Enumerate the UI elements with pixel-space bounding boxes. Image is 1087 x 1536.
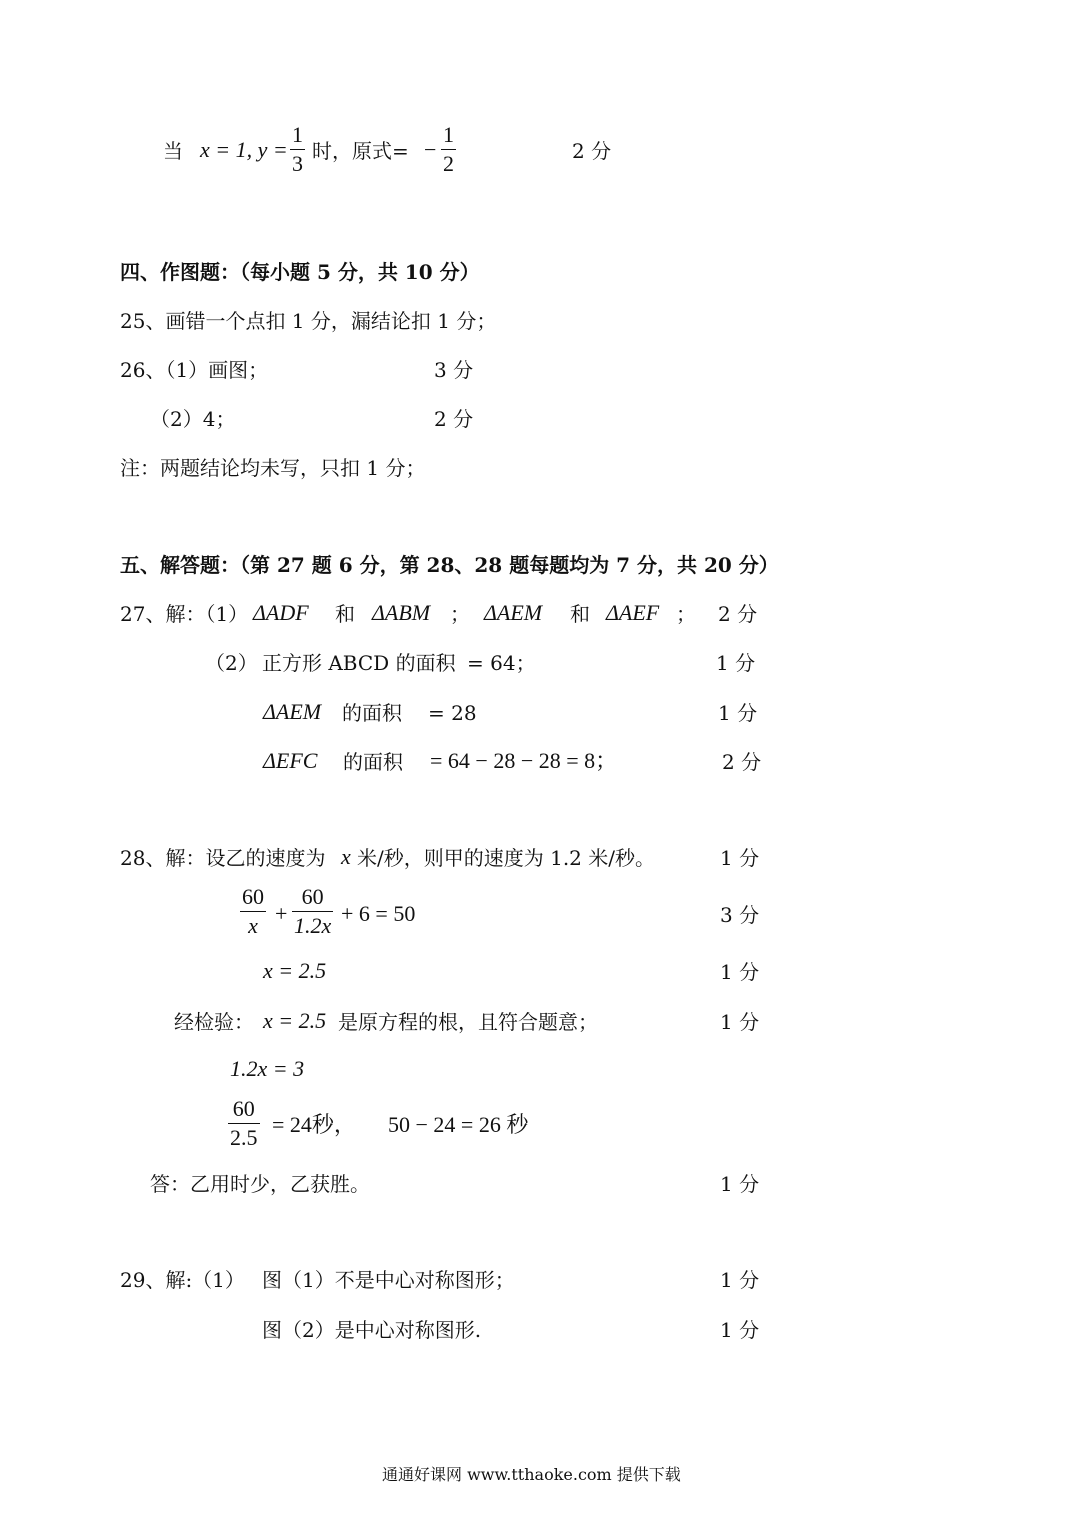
area-value: = 28 [428,701,477,725]
fraction-60-over-1-2x: 60 1.2x [294,884,332,938]
q27-prefix: 27、解：（1） [120,602,249,626]
area-calculation: = 64 − 28 − 28 = 8； [430,748,618,773]
when-prefix: 当 [163,139,183,163]
fraction-60-over-2-5: 60 2.5 [230,1096,258,1150]
verify-text: 是原方程的根，且符合题意； [338,1010,598,1034]
q25-line: 25、画错一个点扣 1 分，漏结论扣 1 分； [120,309,497,333]
score: 1 分 [720,846,760,870]
time-b: = 24秒， [272,1112,356,1137]
q29-figure2: 图（2）是中心对称图形. [262,1318,482,1342]
score: 2 分 [722,750,762,774]
q26-1-text: 26、（1）画图； [120,358,269,382]
separator: ； [450,602,470,626]
q28-setup: 米/秒，则甲的速度为 1.2 米/秒。 [357,846,655,870]
time-a: 50 − 24 = 26 秒 [388,1112,529,1137]
area-text: 的面积 [342,701,402,725]
triangle-efc: ΔEFC [263,748,318,773]
score: 3 分 [720,903,760,927]
triangle-aem: ΔAEM [263,699,322,724]
part-label: （2） [205,651,258,675]
score: 1 分 [720,1268,760,1292]
triangle-adf: ΔADF [253,600,309,625]
square-area-text: 正方形 ABCD 的面积 [262,651,456,675]
q29-prefix: 29、解:（1） [120,1268,245,1292]
page-footer: 通通好课网 www.tthaoke.com 提供下载 [382,1465,681,1484]
when-condition: x = 1, y = [200,137,288,162]
score: 1 分 [716,651,756,675]
fraction-one-half: 1 2 [443,122,454,176]
and-word: 和 [335,602,355,626]
score: 2 分 [572,139,612,163]
q26-2-text: （2）4； [150,407,236,431]
solution-x: x = 2.5 [263,1008,327,1033]
and-word: 和 [570,602,590,626]
score: 1 分 [720,960,760,984]
q28-speed-eq: 1.2x = 3 [230,1056,305,1081]
q29-figure1: 图（1）不是中心对称图形； [262,1268,515,1292]
section-5-heading: 五、解答题：（第 27 题 6 分，第 28、28 题每题均为 7 分，共 20 分） [120,553,779,577]
score: 2 分 [434,407,474,431]
triangle-aef: ΔAEF [606,600,660,625]
fraction-60-over-x: 60 x [242,884,264,938]
solution-x: x = 2.5 [263,958,327,983]
answer-text: 答：乙用时少，乙获胜。 [150,1172,370,1196]
plus-sign: + [275,901,288,926]
score: 3 分 [434,358,474,382]
separator: ； [676,602,696,626]
note-line: 注：两题结论均未写，只扣 1 分； [120,456,426,480]
square-area-value: = 64； [467,651,536,675]
q28-prefix: 28、解：设乙的速度为 [120,846,326,870]
verify-prefix: 经检验： [174,1010,254,1034]
triangle-aem: ΔAEM [484,600,543,625]
variable-x: x [341,844,351,869]
section-4-heading: 四、作图题：（每小题 5 分，共 10 分） [120,260,480,284]
score: 2 分 [718,602,758,626]
equation-rest: + 6 = 50 [341,901,416,926]
when-mid: 时，原式= [312,139,409,163]
minus-sign: − [424,137,437,162]
fraction-one-third: 1 3 [292,122,303,176]
triangle-abm: ΔABM [372,600,431,625]
score: 1 分 [718,701,758,725]
score: 1 分 [720,1172,760,1196]
score: 1 分 [720,1318,760,1342]
area-text: 的面积 [343,750,403,774]
score: 1 分 [720,1010,760,1034]
